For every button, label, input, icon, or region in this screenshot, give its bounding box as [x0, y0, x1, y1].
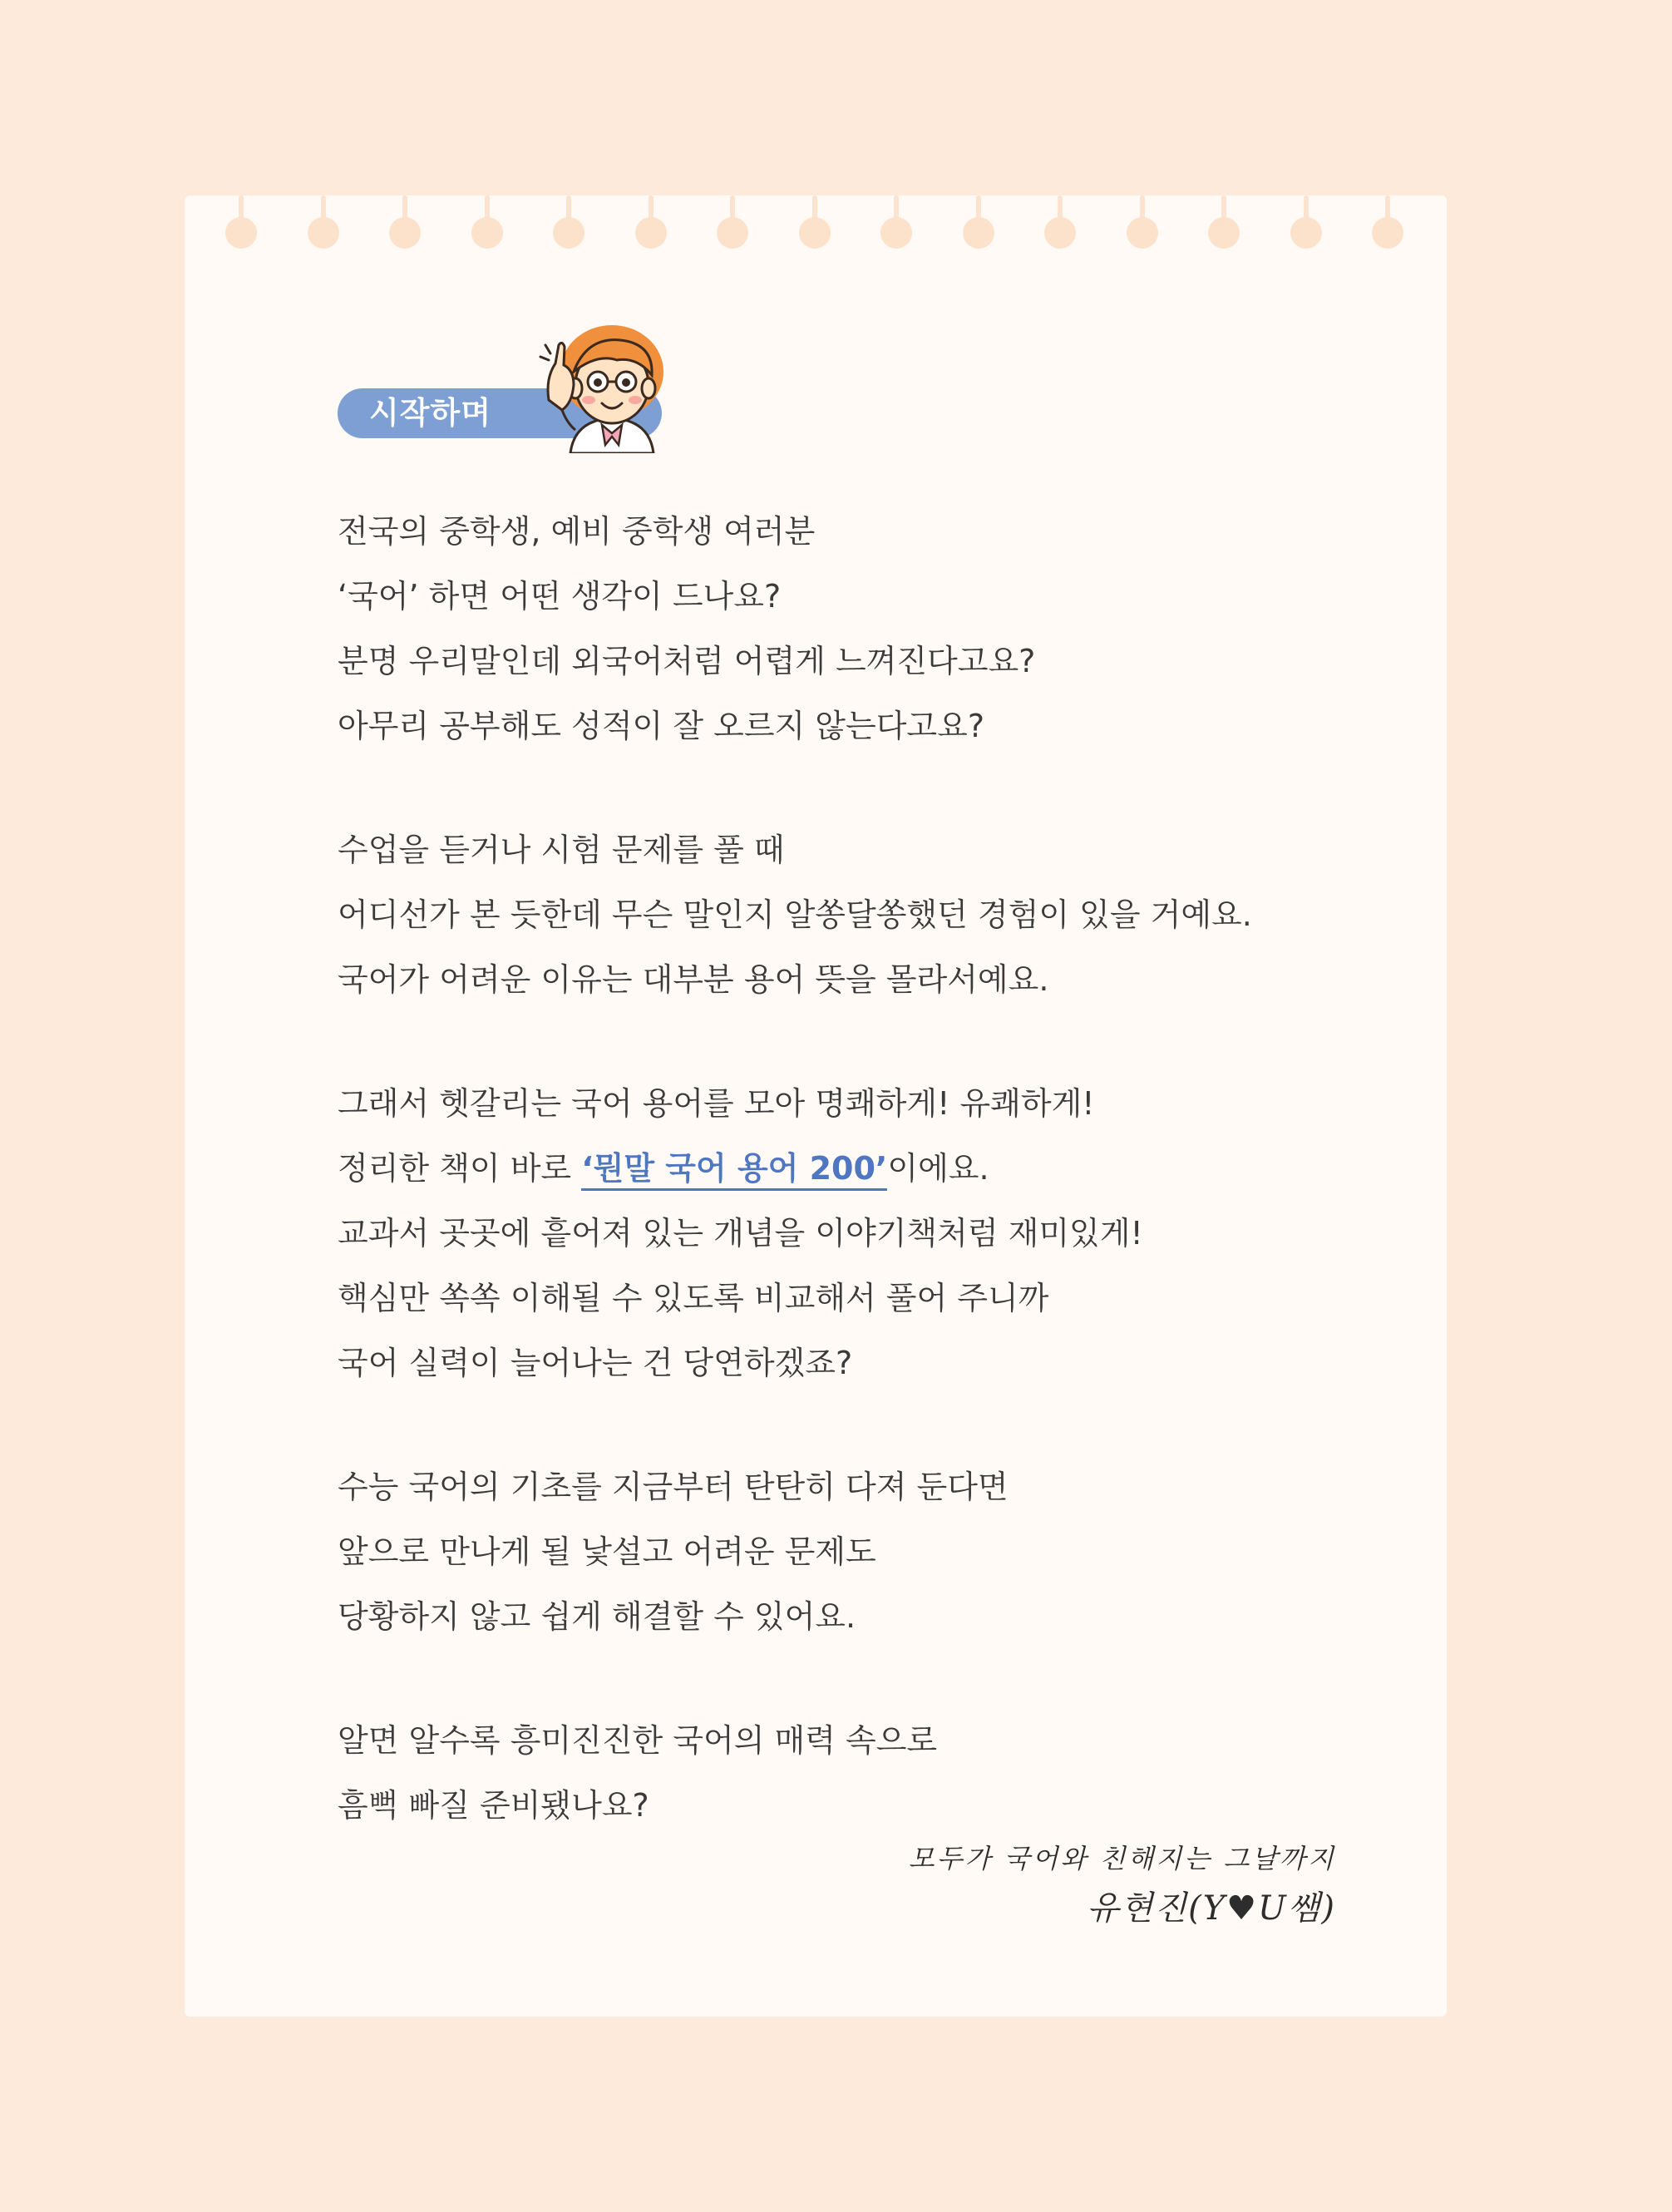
text-line: 교과서 곳곳에 흩어져 있는 개념을 이야기책처럼 재미있게! — [338, 1215, 1143, 1252]
binder-hole — [553, 195, 584, 250]
author-signature — [909, 1838, 1336, 1938]
binder-hole — [880, 195, 912, 250]
paragraph-3 — [338, 1071, 1335, 1395]
intro-header — [338, 320, 687, 462]
binder-hole — [1290, 195, 1322, 250]
binder-holes — [185, 195, 1447, 254]
binder-hole — [717, 195, 748, 250]
binder-hole — [389, 195, 421, 250]
text-line: 수능 국어의 기초를 지금부터 탄탄히 다져 둔다면 — [338, 1469, 1009, 1505]
text-line: 알면 알수록 흥미진진한 국어의 매력 속으로 — [338, 1722, 938, 1759]
binder-hole — [1208, 195, 1240, 250]
binder-hole — [225, 195, 257, 250]
binder-hole — [799, 195, 831, 250]
text-line: 국어 실력이 늘어나는 건 당연하겠죠? — [338, 1345, 853, 1381]
text-line: 국어가 어려운 이유는 대부분 용어 뜻을 몰라서예요. — [338, 961, 1049, 998]
binder-hole — [471, 195, 503, 250]
binder-hole — [1127, 195, 1158, 250]
text-line: 분명 우리말인데 외국어처럼 어렵게 느껴진다고요? — [338, 643, 1036, 679]
text-line: 당황하지 않고 쉽게 해결할 수 있어요. — [338, 1598, 856, 1635]
section-badge-label: 시작하며 — [369, 395, 491, 431]
signature-name — [909, 1879, 1336, 1938]
text-line: 앞으로 만나게 될 낯설고 어려운 문제도 — [338, 1533, 876, 1570]
signature-name-prefix: 유현진(Y — [1087, 1889, 1227, 1928]
binder-hole — [1372, 195, 1403, 250]
text-segment: 정리한 책이 바로 — [338, 1150, 572, 1187]
text-line: 그래서 헷갈리는 국어 용어를 모아 명쾌하게! 유쾌하게! — [338, 1085, 1095, 1122]
intro-body — [338, 499, 1335, 1897]
text-line: 핵심만 쏙쏙 이해될 수 있도록 비교해서 풀어 주니까 — [338, 1280, 1049, 1316]
text-line: 아무리 공부해도 성적이 잘 오르지 않는다고요? — [338, 708, 985, 744]
paragraph-1 — [338, 499, 1335, 758]
text-line: ‘국어’ 하면 어떤 생각이 드나요? — [338, 578, 782, 615]
book-title-highlight: ‘뭔말 국어 용어 200’ — [581, 1150, 887, 1191]
text-line: 어디선가 본 듯한데 무슨 말인지 알쏭달쏭했던 경험이 있을 거예요. — [338, 896, 1252, 933]
binder-hole — [308, 195, 339, 250]
text-line: 전국의 중학생, 예비 중학생 여러분 — [338, 513, 816, 550]
binder-hole — [635, 195, 667, 250]
text-line: 흠뻑 빠질 준비됐나요? — [338, 1787, 649, 1824]
binder-hole — [963, 195, 994, 250]
text-line-with-highlight — [338, 1136, 1335, 1201]
signature-message: 모두가 국어와 친해지는 그날까지 — [908, 1843, 1336, 1874]
heart-icon: ♥ — [1226, 1889, 1259, 1928]
signature-name-suffix: U쌤) — [1258, 1889, 1336, 1928]
paragraph-2 — [338, 817, 1335, 1012]
paragraph-5 — [338, 1708, 1335, 1838]
teacher-character-illustration — [537, 320, 687, 453]
text-line: 수업을 듣거나 시험 문제를 풀 때 — [338, 832, 785, 868]
paragraph-4 — [338, 1454, 1335, 1649]
text-segment: 이에요. — [887, 1150, 989, 1187]
binder-hole — [1044, 195, 1076, 250]
